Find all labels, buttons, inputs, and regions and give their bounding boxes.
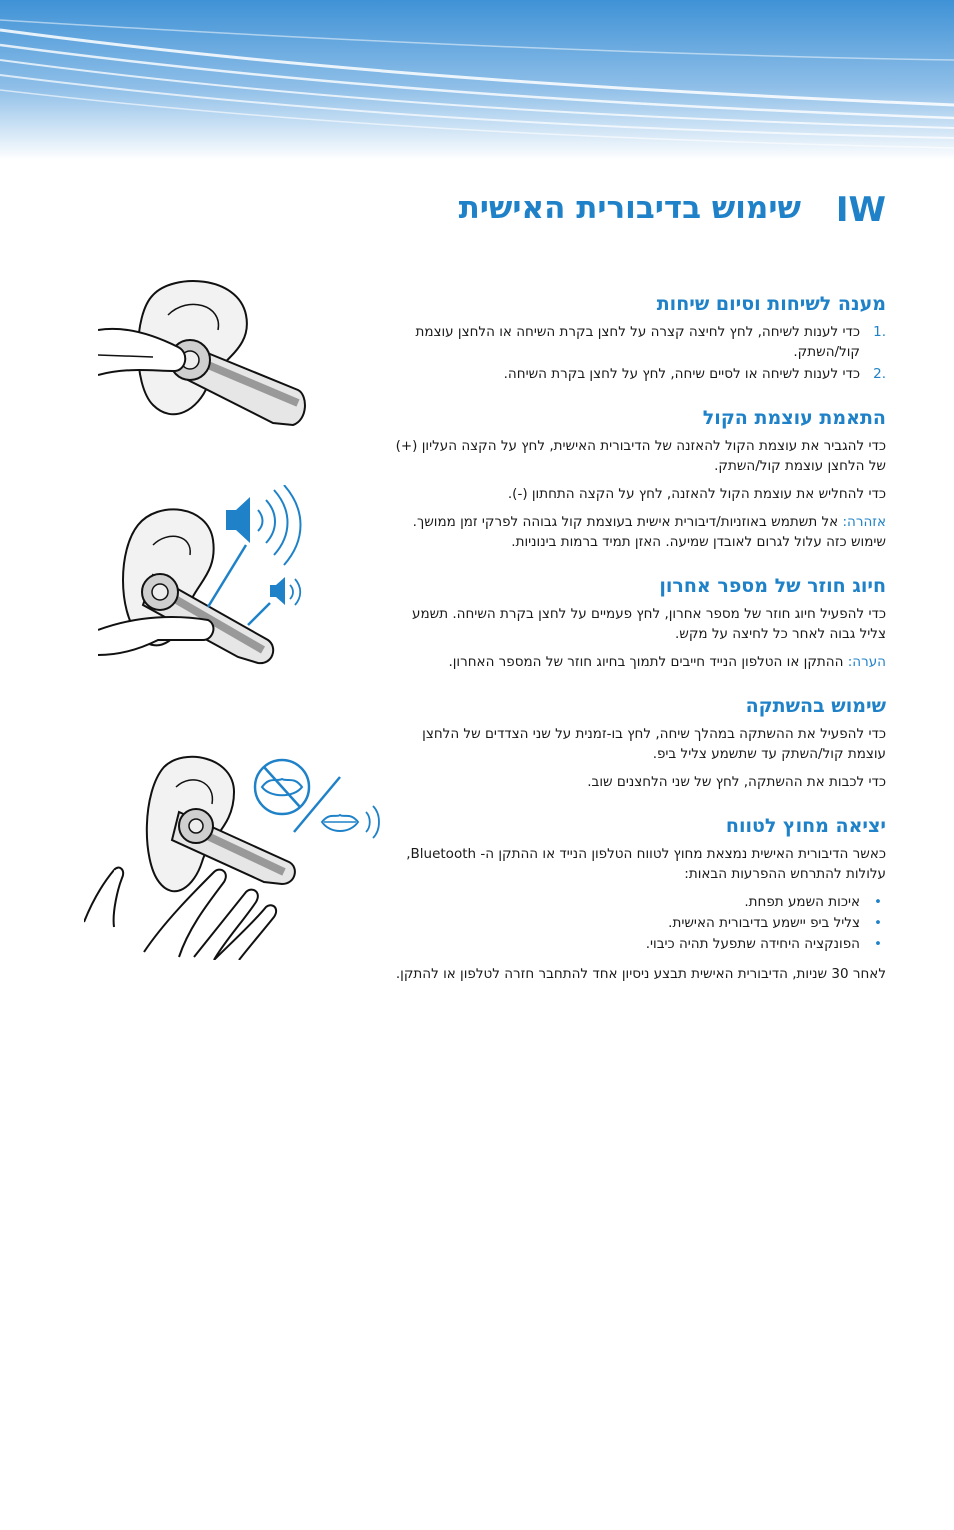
content-column bbox=[394, 292, 886, 1006]
speaker-soft-icon bbox=[270, 577, 300, 605]
lips-icon bbox=[322, 806, 379, 838]
chapter-code: IW bbox=[835, 190, 886, 230]
out-of-range-bullets bbox=[394, 892, 886, 954]
out-of-range-intro: כאשר הדיבורית האישית נמצאת מחוץ לטווח הטלפון הנייד או ההתקן ה- Bluetooth, עלולות להתרחש ההפרעות הבאות: bbox=[406, 846, 886, 882]
answer-steps-list bbox=[394, 322, 886, 384]
speaker-loud-icon bbox=[226, 485, 301, 565]
note-text: ההתקן או הטלפון הנייד חייבים לתמוך בחיוג חוזר של המספר האחרון. bbox=[448, 654, 848, 670]
headset-volume-illustration bbox=[98, 485, 310, 665]
list-item: • איכות השמע תפחת. bbox=[744, 894, 882, 910]
section-title-redial: חיוג חוזר של מספר אחרון bbox=[659, 575, 886, 597]
section-answer-calls bbox=[394, 292, 886, 384]
list-item: • צליל ביפ יישמע בדיבורית האישית. bbox=[668, 915, 882, 931]
redial-note bbox=[394, 652, 886, 672]
section-mute bbox=[394, 694, 886, 792]
bullet-text: הפונקציה היחידה שתפעל תהיה כיבוי. bbox=[645, 936, 860, 952]
warning-label: אזהרה: bbox=[842, 514, 886, 530]
list-item: • הפונקציה היחידה שתפעל תהיה כיבוי. bbox=[645, 936, 882, 952]
header-wave-band bbox=[0, 0, 954, 160]
section-title-answer: מענה לשיחות וסיום שיחות bbox=[656, 293, 886, 315]
headset-press-illustration bbox=[98, 275, 310, 445]
muted-lips-icon bbox=[255, 760, 309, 814]
step-text: כדי לענות לשיחה, לחץ לחיצה קצרה על לחצן בקרת השיחה או הלחצן עוצמת קול/השתק. bbox=[415, 324, 860, 360]
step-text: כדי לענות לשיחה או לסיים שיחה, לחץ על לחצן בקרת השיחה. bbox=[503, 366, 860, 382]
out-of-range-reconnect: לאחר 30 שניות, הדיבורית האישית תבצע ניסיון אחד להתחבר חזרה לטלפון או להתקן. bbox=[395, 966, 886, 982]
bullet-text: איכות השמע תפחת. bbox=[744, 894, 860, 910]
step-number: .1 bbox=[873, 324, 886, 340]
section-title-mute: שימוש בהשתקה bbox=[745, 695, 886, 717]
list-item bbox=[394, 322, 886, 362]
mute-on-text: כדי להפעיל את ההשתקה במהלך שיחה, לחץ בו-זמנית על שני הצדדים של הלחצן עוצמת קול/השתק עד שתשמע צליל ביפ. bbox=[422, 726, 886, 762]
section-title-out-of-range: יציאה מחוץ לטווח bbox=[725, 815, 886, 837]
mute-off-text: כדי לכבות את ההשתקה, לחץ של שני הלחצנים שוב. bbox=[587, 774, 886, 790]
bullet-text: צליל ביפ יישמע בדיבורית האישית. bbox=[668, 915, 860, 931]
list-item bbox=[394, 364, 886, 384]
section-title-volume: התאמת עוצמת הקול bbox=[702, 407, 886, 429]
section-redial bbox=[394, 574, 886, 672]
section-volume bbox=[394, 406, 886, 552]
volume-warning bbox=[394, 512, 886, 552]
note-label: הערה: bbox=[847, 654, 886, 670]
title-row bbox=[186, 190, 886, 240]
headset-mute-illustration bbox=[84, 752, 384, 960]
warning-text: אל תשתמש באוזניות/דיבורית אישית בעוצמת קול גבוהה לפרקי זמן ממושך. שימוש כזה עלול לגרום לאובדן שמיעה. האזן תמיד ברמות בינוניות. bbox=[412, 514, 886, 550]
volume-down-text: כדי להחליש את עוצמת הקול להאזנה, לחץ על הקצה התחתון (-). bbox=[507, 486, 886, 502]
redial-text: כדי להפעיל חיוג חוזר של מספר אחרון, לחץ פעמיים על לחצן בקרת השיחה. תשמע צליל גבוה לאחר כל לחיצה על מקש. bbox=[412, 606, 886, 642]
section-out-of-range bbox=[394, 814, 886, 984]
volume-up-text: כדי להגביר את עוצמת הקול להאזנה של הדיבורית האישית, לחץ על הקצה העליון (+) של הלחצן עוצמת קול/השתק. bbox=[395, 438, 886, 474]
page-title: שימוש בדיבורית האישית bbox=[458, 190, 801, 226]
step-number: .2 bbox=[873, 366, 886, 382]
